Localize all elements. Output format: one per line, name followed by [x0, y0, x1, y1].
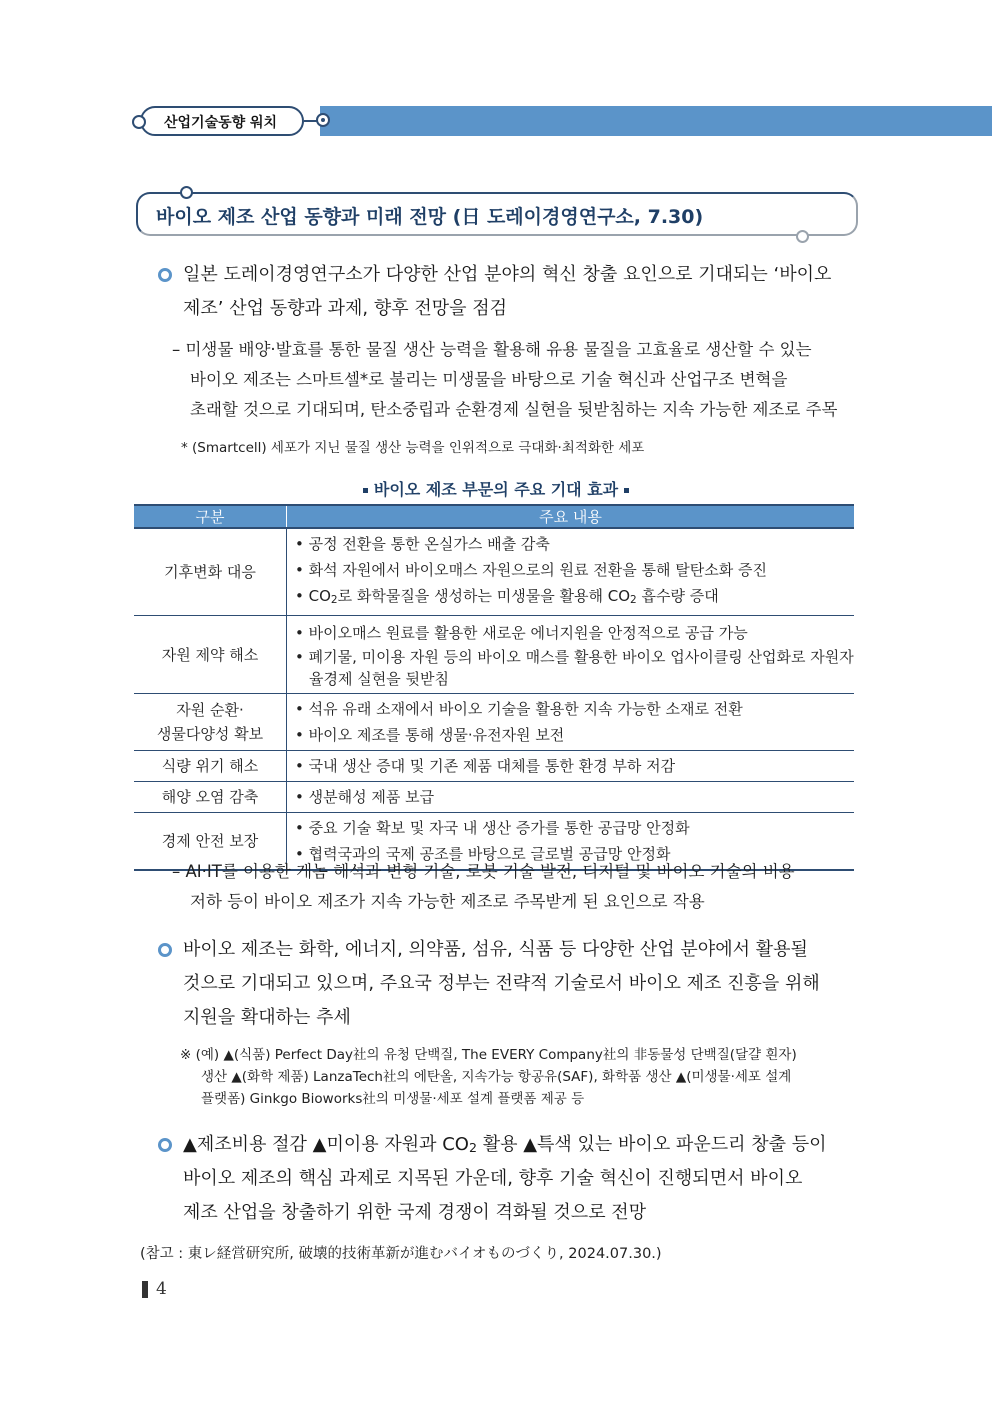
- table-item: • 폐기물, 미이용 자원 등의 바이오 매스를 활용한 바이오 업사이클링 산업화로 자원자율경제 실현을 뒷받침: [295, 647, 854, 688]
- example-line: 생산 ▲(화학 제품) LanzaTech社의 에탄올, 지속가능 항공유(SAF), 화학품 생산 ▲(미생물·세포 설계: [201, 1069, 792, 1085]
- para1-line: 제조’ 산업 동향과 과제, 향후 전망을 점검: [183, 298, 507, 319]
- para3-line: 제조 산업을 창출하기 위한 국제 경쟁이 격화될 것으로 전망: [183, 1202, 647, 1223]
- title-dot-icon: [796, 230, 809, 243]
- table-title-text: 바이오 제조 부문의 주요 기대 효과: [373, 480, 619, 499]
- table-cell-category: 기후변화 대응: [134, 528, 287, 616]
- table-cell-category: 식량 위기 해소: [134, 751, 287, 782]
- header-band: [320, 106, 992, 136]
- para2-line: 것으로 기대되고 있으며, 주요국 정부는 전략적 기술로서 바이오 제조 진흥을 위해: [183, 973, 820, 994]
- table-cell-content: [287, 528, 855, 616]
- table-item: • 바이오매스 원료를 활용한 새로운 에너지원을 안정적으로 공급 가능: [295, 623, 748, 642]
- bullet-circle-icon: [158, 268, 172, 282]
- sub2-line: 저하 등이 바이오 제조가 지속 가능한 제조로 주목받게 된 요인으로 작용: [190, 892, 705, 911]
- table-header-row: [134, 505, 854, 528]
- table-row: [134, 751, 854, 782]
- sub1-line: 바이오 제조는 스마트셀*로 불리는 미생물을 바탕으로 기술 혁신과 산업구조 변혁을: [190, 370, 788, 389]
- table-cell-content: [287, 616, 855, 694]
- article-title: 바이오 제조 산업 동향과 미래 전망 (日 도레이경영연구소, 7.30): [156, 206, 704, 228]
- title-dot-icon: [180, 186, 193, 199]
- category-line: 자원 순환·: [176, 701, 244, 719]
- para1-line: 일본 도레이경영연구소가 다양한 산업 분야의 혁신 창출 요인으로 기대되는 ‘바이오: [183, 264, 832, 285]
- table-item: • 공정 전환을 통한 온실가스 배출 감축: [295, 535, 550, 553]
- column-header: 주요 내용: [287, 505, 855, 528]
- table-cell-content: [287, 782, 855, 813]
- category-line: 생물다양성 확보: [156, 725, 264, 743]
- para2-line: 바이오 제조는 화학, 에너지, 의약품, 섬유, 식품 등 다양한 산업 분야에서 활용될: [183, 939, 808, 960]
- bullet-circle-icon: [158, 943, 172, 957]
- table-item: • 화석 자원에서 바이오매스 자원으로의 원료 전환을 통해 탈탄소화 증진: [295, 561, 767, 579]
- reference: (참고 : 東レ経営研究所, 破壊的技術革新が進むバイオものづくり, 2024.07.30.): [140, 1246, 662, 1262]
- table-item: • 석유 유래 소재에서 바이오 기술을 활용한 지속 가능한 소재로 전환: [295, 700, 743, 718]
- table-item: • $CO_2$로 화학물질을 생성하는 미생물을 활용해 $CO_2$ 흡수량 증대: [295, 587, 719, 606]
- table-item: • 국내 생산 증대 및 기존 제품 대체를 통한 환경 부하 저감: [295, 757, 676, 775]
- page-number: 4: [156, 1279, 167, 1299]
- sub1-line: – 미생물 배양·발효를 통한 물질 생산 능력을 활용해 유용 물질을 고효율로 생산할 수 있는: [172, 340, 812, 359]
- sub1-line: 초래할 것으로 기대되며, 탄소중립과 순환경제 실현을 뒷받침하는 지속 가능한 제조로 주목: [190, 400, 838, 419]
- bullet-circle-icon: [158, 1138, 172, 1152]
- table-cell-category: 해양 오염 감축: [134, 782, 287, 813]
- table-item: • 바이오 제조를 통해 생물·유전자원 보전: [295, 726, 565, 744]
- section-label-pill: [140, 106, 304, 136]
- table-item: • 생분해성 제품 보급: [295, 788, 435, 806]
- table-item: • 중요 기술 확보 및 자국 내 생산 증가를 통한 공급망 안정화: [295, 819, 690, 837]
- table-item: • 협력국과의 국제 공조를 바탕으로 글로벌 공급망 안정화: [295, 845, 671, 863]
- table-row: [134, 782, 854, 813]
- table-cell-category: [134, 694, 287, 751]
- para2-line: 지원을 확대하는 추세: [183, 1007, 351, 1028]
- sub2-line: – AI·IT를 이용한 게놈 해석과 변형 기술, 로봇 기술 발전, 디지털 및 바이오 기술의 비용: [172, 862, 795, 881]
- section-label: 산업기술동향 워치: [164, 115, 278, 131]
- table-cell-category: 경제 안전 보장: [134, 813, 287, 871]
- table-row: [134, 694, 854, 751]
- table-row: [134, 528, 854, 616]
- table-cell-category: 자원 제약 해소: [134, 616, 287, 694]
- header-dot-left-icon: [132, 115, 146, 129]
- table-row: [134, 616, 854, 694]
- effects-table: [134, 504, 854, 871]
- table-cell-content: [287, 751, 855, 782]
- table-title: [0, 477, 992, 500]
- example-line: 플랫폼) Ginkgo Bioworks社의 미생물·세포 설계 플랫폼 제공 등: [201, 1091, 585, 1107]
- square-bullet-icon: [363, 488, 368, 493]
- page-mark-icon: [142, 1281, 148, 1298]
- square-bullet-icon: [624, 488, 629, 493]
- footnote: * (Smartcell) 세포가 지닌 물질 생산 능력을 인위적으로 극대화·최적화한 세포: [181, 440, 645, 456]
- header-dot-right-icon: [316, 113, 330, 127]
- example-line: ※ (예) ▲(식품) Perfect Day社의 유청 단백질, The EVERY Company社의 非동물성 단백질(달걀 흰자): [180, 1047, 797, 1063]
- table-cell-content: [287, 694, 855, 751]
- para3-line: 바이오 제조의 핵심 과제로 지목된 가운데, 향후 기술 혁신이 진행되면서 바이오: [183, 1168, 803, 1189]
- column-header: 구분: [134, 505, 287, 528]
- para3-line: ▲제조비용 절감 ▲미이용 자원과 $CO_2$ 활용 ▲특색 있는 바이오 파운드리 창출 등이: [183, 1134, 827, 1155]
